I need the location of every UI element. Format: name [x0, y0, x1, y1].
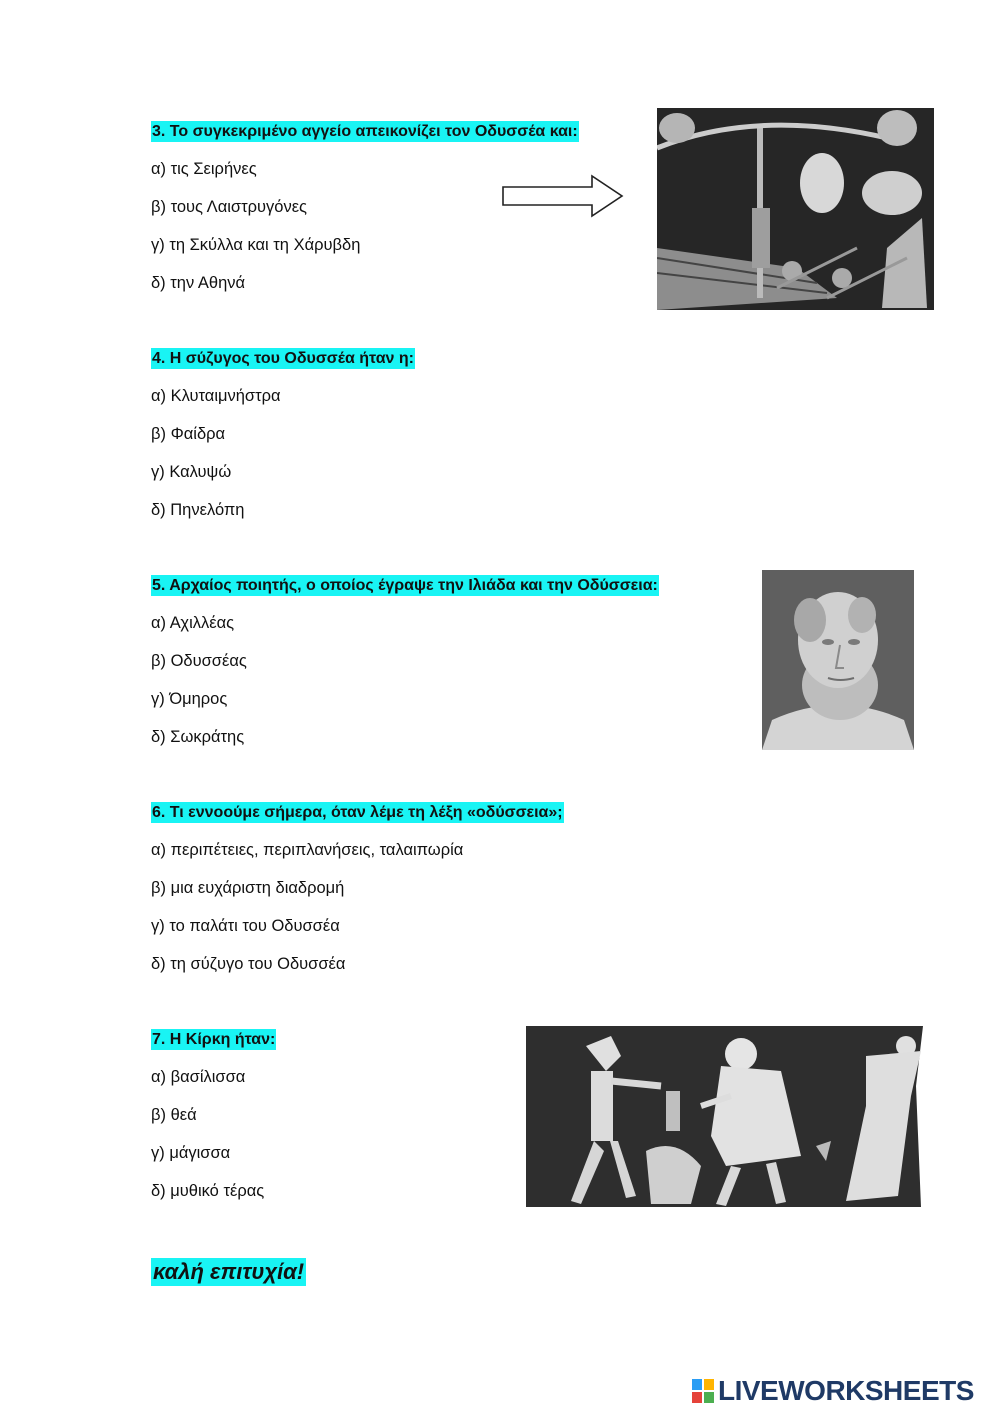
- answer-option[interactable]: β) Οδυσσέας: [151, 652, 247, 670]
- answer-option[interactable]: γ) τη Σκύλλα και τη Χάρυβδη: [151, 236, 361, 254]
- question-5-title: 5. Αρχαίος ποιητής, ο οποίος έγραψε την Ιλιάδα και την Οδύσσεια:: [152, 577, 658, 594]
- answer-option[interactable]: γ) Καλυψώ: [151, 463, 232, 481]
- sirens-vase-image: [657, 108, 934, 310]
- answer-option[interactable]: γ) μάγισσα: [151, 1144, 231, 1162]
- homer-bust-image: [762, 570, 914, 750]
- answer-option[interactable]: β) Φαίδρα: [151, 425, 226, 443]
- answer-option[interactable]: α) περιπέτειες, περιπλανήσεις, ταλαιπωρία: [151, 841, 464, 859]
- answer-option[interactable]: β) τους Λαιστρυγόνες: [151, 198, 308, 216]
- question-7-title: 7. Η Κίρκη ήταν:: [152, 1031, 276, 1048]
- answer-option[interactable]: β) θεά: [151, 1106, 197, 1124]
- answer-option[interactable]: α) βασίλισσα: [151, 1068, 246, 1086]
- logo-blocks-icon: [692, 1379, 714, 1403]
- answer-option[interactable]: α) Αχιλλέας: [151, 614, 235, 632]
- question-4: [151, 348, 415, 538]
- arrow-right-icon: [500, 174, 626, 218]
- closing-message: καλή επιτυχία!: [153, 1259, 305, 1284]
- circe-vase-image: [526, 1026, 923, 1207]
- question-4-title: 4. Η σύζυγος του Οδυσσέα ήταν η:: [152, 350, 414, 367]
- answer-option[interactable]: β) μια ευχάριστη διαδρομή: [151, 879, 345, 897]
- answer-option[interactable]: γ) το παλάτι του Οδυσσέα: [151, 917, 340, 935]
- answer-option[interactable]: δ) την Αθηνά: [151, 274, 246, 292]
- answer-option[interactable]: δ) Σωκράτης: [151, 728, 245, 746]
- question-6-title: 6. Τι εννοούμε σήμερα, όταν λέμε τη λέξη «οδύσσεια»;: [152, 804, 563, 821]
- answer-option[interactable]: δ) τη σύζυγο του Οδυσσέα: [151, 955, 346, 973]
- answer-option[interactable]: δ) μυθικό τέρας: [151, 1182, 265, 1200]
- question-5: [151, 575, 659, 765]
- answer-option[interactable]: α) Κλυταιμνήστρα: [151, 387, 281, 405]
- answer-option[interactable]: α) τις Σειρήνες: [151, 160, 257, 178]
- question-7: [151, 1029, 276, 1219]
- logo-text: LIVEWORKSHEETS: [718, 1375, 974, 1406]
- question-6: [151, 802, 564, 992]
- question-3-title: 3. Το συγκεκριμένο αγγείο απεικονίζει τον Οδυσσέα και:: [152, 123, 578, 140]
- answer-option[interactable]: γ) Όμηρος: [151, 690, 228, 708]
- answer-option[interactable]: δ) Πηνελόπη: [151, 501, 245, 519]
- liveworksheets-logo: [692, 1376, 974, 1406]
